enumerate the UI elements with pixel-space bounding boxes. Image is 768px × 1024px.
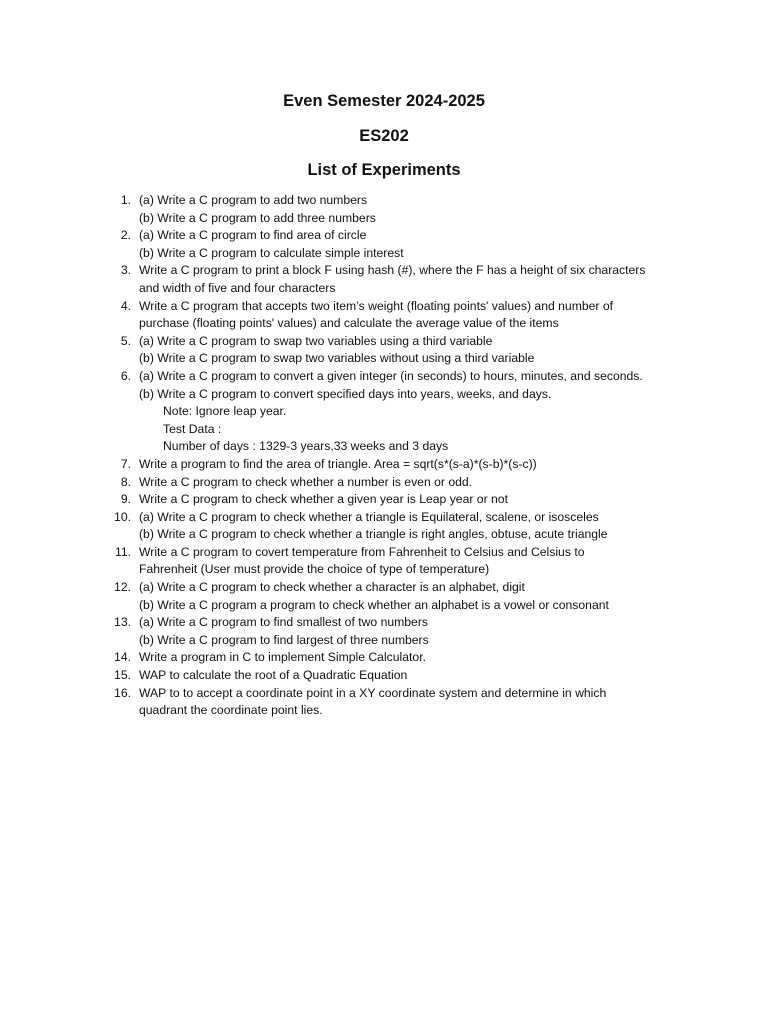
experiment-number: 4. bbox=[120, 298, 131, 313]
experiment-line: Fahrenheit (User must provide the choice of type of temperature) bbox=[139, 562, 490, 577]
list-title-heading: List of Experiments bbox=[307, 161, 461, 179]
experiment-number: 10. bbox=[114, 509, 131, 524]
experiment-number: 7. bbox=[120, 456, 131, 471]
experiment-item bbox=[0, 614, 768, 649]
experiment-list bbox=[0, 192, 768, 720]
experiment-line: (b) Write a C program to add three numbers bbox=[139, 210, 376, 225]
experiment-item bbox=[0, 544, 768, 579]
experiment-line: WAP to calculate the root of a Quadratic Equation bbox=[139, 668, 408, 683]
experiment-line: (b) Write a C program to find largest of three numbers bbox=[139, 632, 429, 647]
experiment-item bbox=[0, 298, 768, 333]
experiment-line: Note: Ignore leap year. bbox=[163, 404, 287, 419]
experiment-line: Write a program in C to implement Simple Calculator. bbox=[139, 650, 426, 665]
experiment-line: (a) Write a C program to find area of circle bbox=[139, 228, 367, 243]
experiment-line: Write a C program to check whether a number is even or odd. bbox=[139, 474, 473, 489]
experiment-item bbox=[0, 667, 768, 685]
experiment-line: Write a C program to print a block F using hash (#), where the F has a height of six characters bbox=[139, 263, 646, 278]
experiment-item bbox=[0, 685, 768, 720]
experiment-item bbox=[0, 491, 768, 509]
experiment-number: 15. bbox=[114, 668, 131, 683]
experiment-line: and width of five and four characters bbox=[139, 280, 336, 295]
experiment-line: Write a C program to check whether a given year is Leap year or not bbox=[139, 492, 508, 507]
experiment-item bbox=[0, 368, 768, 456]
semester-heading: Even Semester 2024-2025 bbox=[283, 92, 485, 110]
experiment-line: (a) Write a C program to swap two variables using a third variable bbox=[139, 333, 493, 348]
experiment-number: 9. bbox=[120, 492, 131, 507]
experiment-line: quadrant the coordinate point lies. bbox=[139, 703, 323, 718]
experiment-number: 12. bbox=[114, 580, 131, 595]
experiment-item bbox=[0, 192, 768, 227]
experiment-item bbox=[0, 262, 768, 297]
experiment-number: 1. bbox=[120, 193, 131, 207]
experiment-line: Write a C program that accepts two item’s weight (floating points' values) and number of bbox=[139, 298, 614, 313]
experiment-number: 14. bbox=[114, 650, 131, 665]
experiment-number: 3. bbox=[120, 263, 131, 278]
experiment-line: (a) Write a C program to add two numbers bbox=[139, 193, 368, 207]
experiment-line: (b) Write a C program to calculate simple interest bbox=[139, 245, 404, 260]
course-code-heading: ES202 bbox=[359, 127, 409, 145]
experiment-item bbox=[0, 227, 768, 262]
experiment-line: (b) Write a C program to check whether a triangle is right angles, obtuse, acute triangle bbox=[139, 527, 608, 542]
experiment-item bbox=[0, 333, 768, 368]
experiment-number: 11. bbox=[114, 544, 131, 559]
experiment-number: 13. bbox=[114, 615, 131, 630]
experiment-line: (a) Write a C program to find smallest of two numbers bbox=[139, 615, 428, 630]
experiment-line: (b) Write a C program to swap two variables without using a third variable bbox=[139, 351, 535, 366]
experiment-line: Write a C program to covert temperature from Fahrenheit to Celsius and Celsius to bbox=[139, 544, 585, 559]
experiment-item bbox=[0, 474, 768, 492]
experiment-line: (b) Write a C program to convert specified days into years, weeks, and days. bbox=[139, 386, 552, 401]
experiment-line: purchase (floating points' values) and calculate the average value of the items bbox=[139, 316, 559, 331]
experiment-item bbox=[0, 649, 768, 667]
experiment-item bbox=[0, 509, 768, 544]
experiment-line: (a) Write a C program to check whether a character is an alphabet, digit bbox=[139, 580, 525, 595]
experiment-line: Number of days : 1329-3 years,33 weeks and 3 days bbox=[163, 439, 449, 454]
experiment-line: (a) Write a C program to check whether a triangle is Equilateral, scalene, or isosceles bbox=[139, 509, 599, 524]
experiment-number: 6. bbox=[120, 368, 131, 383]
experiment-line: WAP to to accept a coordinate point in a XY coordinate system and determine in which bbox=[139, 685, 607, 700]
experiment-number: 5. bbox=[120, 333, 131, 348]
experiment-line: Write a program to find the area of triangle. Area = sqrt(s*(s-a)*(s-b)*(s-c)) bbox=[139, 456, 537, 471]
experiment-item bbox=[0, 579, 768, 614]
experiment-line: (a) Write a C program to convert a given integer (in seconds) to hours, minutes, and seconds. bbox=[139, 368, 643, 383]
experiment-number: 8. bbox=[120, 474, 131, 489]
experiment-number: 16. bbox=[114, 685, 131, 700]
experiment-item bbox=[0, 456, 768, 474]
experiment-number: 2. bbox=[120, 228, 131, 243]
experiment-line: (b) Write a C program a program to check whether an alphabet is a vowel or consonant bbox=[139, 597, 609, 612]
experiment-line: Test Data : bbox=[163, 421, 222, 436]
